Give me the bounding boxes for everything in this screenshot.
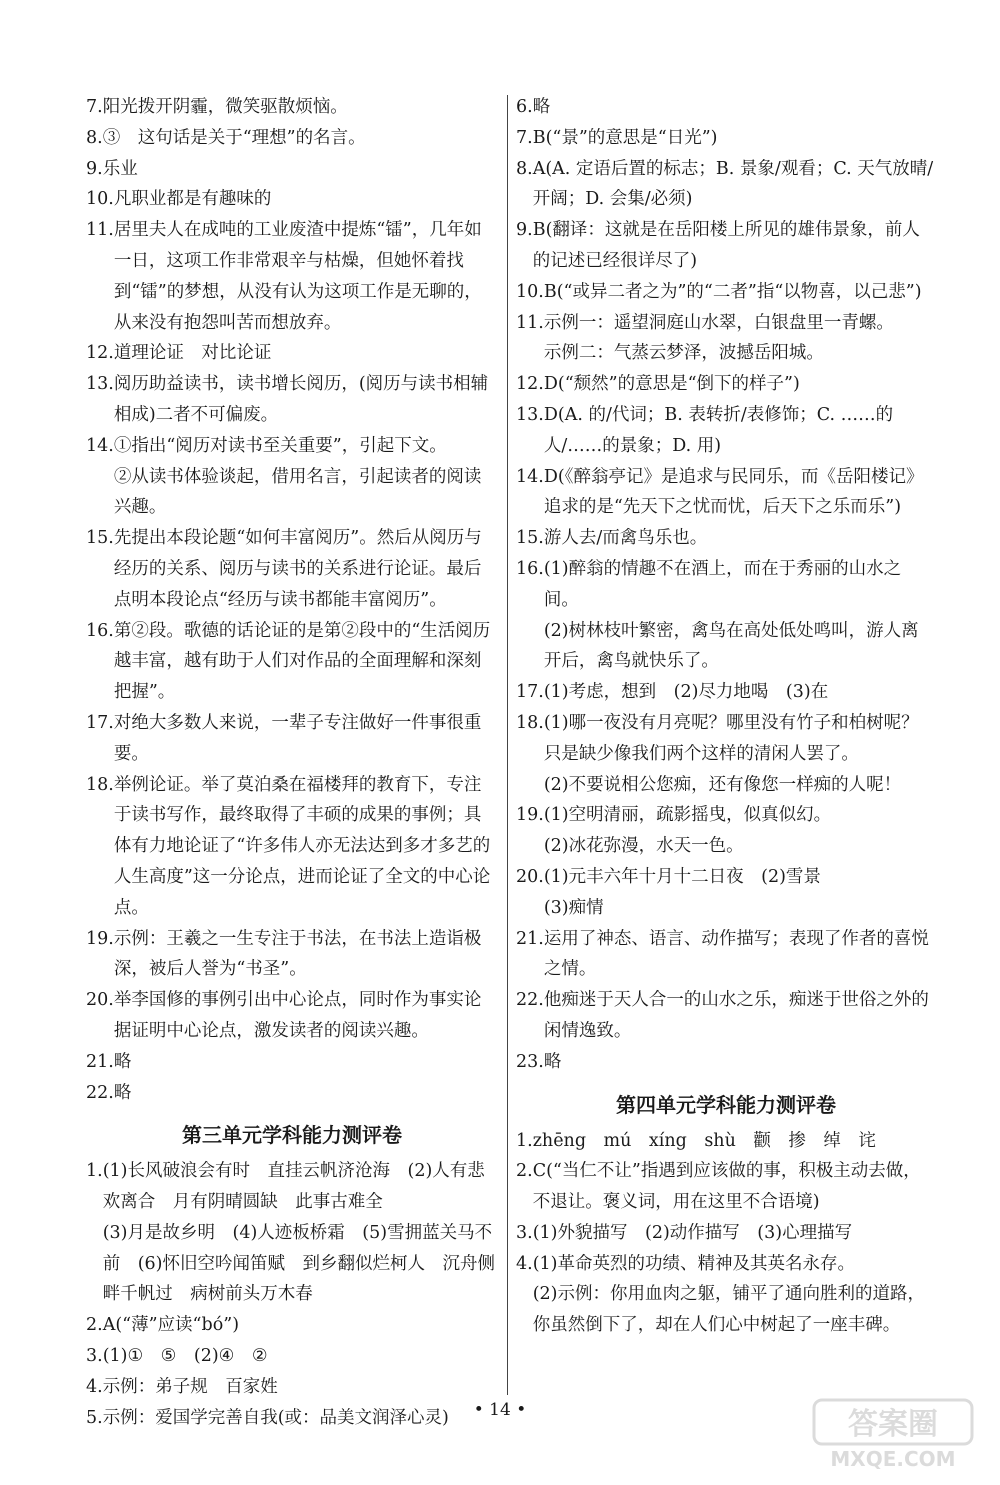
answer-line: (1)元丰六年十月十二日夜 (2)雪景 xyxy=(543,866,821,887)
left-item xyxy=(86,215,498,338)
item-number: 17. xyxy=(86,712,114,733)
answer-line: (2)树林枝叶繁密，禽鸟在高处低处鸣叫，游人离开后，禽鸟就快乐了。 xyxy=(543,620,919,672)
right-answer-list xyxy=(516,92,936,1078)
answer-line: (1)革命英烈的功绩、精神及其英名永存。 xyxy=(532,1253,855,1274)
answer-line: 居里夫人在成吨的工业废渣中提炼“镭”，几年如一日，这项工作非常艰辛与枯燥，但她怀着找到“镭”的梦想，从没有认为这项工作是无聊的，从来没有抱怨叫苦而想放弃。 xyxy=(113,220,482,333)
unit4-heading: 第四单元学科能力测评卷 xyxy=(616,1092,836,1117)
item-answer xyxy=(544,677,936,708)
left-item xyxy=(86,1078,498,1109)
left-item xyxy=(86,708,498,770)
item-answer xyxy=(114,338,498,369)
item-answer xyxy=(103,1310,498,1341)
unit4-item xyxy=(516,1218,936,1249)
right-column xyxy=(516,92,936,1341)
answer-line: 举例论证。举了莫泊桑在福楼拜的教育下，专注于读书写作，最终取得了丰硕的成果的事例；具体有力地论证了“许多伟人亦无法达到多才多艺的人生高度”这一分论点，进而论证了全文的中心论点。 xyxy=(113,774,491,918)
unit4-item xyxy=(516,1156,936,1218)
right-item xyxy=(516,369,936,400)
item-number: 2. xyxy=(516,1161,533,1182)
right-item xyxy=(516,92,936,123)
item-number: 20. xyxy=(86,990,114,1011)
answer-line: (1)考虑，想到 (2)尽力地喝 (3)在 xyxy=(543,682,829,703)
item-answer xyxy=(103,1341,498,1372)
left-answer-list xyxy=(86,92,498,1108)
answer-line: 阅历助益读书，读书增长阅历，(阅历与读书相辅相成)二者不可偏废。 xyxy=(113,374,489,425)
item-number: 3. xyxy=(516,1222,533,1243)
item-number: 9. xyxy=(86,158,103,179)
answer-line: (1)长风破浪会有时 直挂云帆济沧海 (2)人有悲欢离合 月有阴晴圆缺 此事古难全 xyxy=(102,1161,485,1213)
answer-line: 示例：王羲之一生专注于书法，在书法上造诣极深，被后人誉为“书圣”。 xyxy=(113,928,482,980)
answer-line: 第②段。歌德的话论证的是第②段中的“生活阅历越丰富，越有助于人们对作品的全面理解和深刻把握”。 xyxy=(113,620,491,703)
item-number: 9. xyxy=(516,220,533,241)
answer-line: 乐业 xyxy=(102,158,138,179)
item-number: 15. xyxy=(86,528,114,549)
unit3-heading: 第三单元学科能力测评卷 xyxy=(182,1123,402,1148)
item-number: 8. xyxy=(516,158,533,179)
answer-line: 道理论证 对比论证 xyxy=(113,343,272,364)
right-item xyxy=(516,123,936,154)
item-answer xyxy=(544,462,936,524)
answer-line: D(《醉翁亭记》是追求与民同乐，而《岳阳楼记》追求的是“先天下之忧而忧，后天下之乐而乐”) xyxy=(543,466,924,518)
item-number: 23. xyxy=(516,1051,544,1072)
watermark-logo xyxy=(808,1396,978,1471)
item-number: 19. xyxy=(86,928,114,949)
answer-line: 凡职业都是有趣味的 xyxy=(113,189,272,210)
item-number: 12. xyxy=(516,374,544,395)
item-number: 11. xyxy=(516,312,544,333)
answer-line: 先提出本段论题“如何丰富阅历”。然后从阅历与经历的关系、阅历与读书的关系进行论证。最后点明本段论点“经历与读书都能丰富阅历”。 xyxy=(113,528,482,610)
item-number: 2. xyxy=(86,1315,103,1336)
item-number: 14. xyxy=(516,466,544,487)
right-item xyxy=(516,708,936,800)
item-answer xyxy=(103,1372,498,1403)
left-item xyxy=(86,523,498,615)
item-number: 22. xyxy=(86,1082,114,1103)
item-number: 18. xyxy=(86,774,114,795)
item-answer xyxy=(114,369,498,431)
unit4-answer-list xyxy=(516,1126,936,1342)
answer-line: A(“薄”应读“bó”) xyxy=(102,1315,240,1336)
item-number: 12. xyxy=(86,343,114,364)
answer-line: 略 xyxy=(543,1051,562,1072)
item-number: 4. xyxy=(516,1253,533,1274)
item-number: 6. xyxy=(516,97,533,117)
watermark-text: 答案圈 xyxy=(848,1407,938,1442)
right-item xyxy=(516,277,936,308)
item-number: 7. xyxy=(86,97,103,117)
answer-line: 阳光拨开阴霾，微笑驱散烦恼。 xyxy=(102,97,348,117)
item-number: 3. xyxy=(86,1346,103,1367)
answer-line: (1)空明清丽，疏影摇曳，似真似幻。 xyxy=(543,805,832,826)
item-answer xyxy=(533,1126,936,1157)
item-answer xyxy=(544,708,936,800)
left-item xyxy=(86,123,498,154)
item-answer xyxy=(114,184,498,215)
left-item xyxy=(86,985,498,1047)
right-item xyxy=(516,924,936,986)
right-item xyxy=(516,862,936,924)
item-answer xyxy=(114,708,498,770)
right-item xyxy=(516,523,936,554)
answer-line: ①指出“阅历对读书至关重要”，引起下文。 xyxy=(113,435,447,456)
item-answer xyxy=(114,431,498,523)
item-answer xyxy=(114,1047,498,1078)
answer-line: 示例一：遥望洞庭山水翠，白银盘里一青螺。 xyxy=(543,312,894,333)
item-answer xyxy=(544,924,936,986)
item-answer xyxy=(114,770,498,924)
answer-line: zhēng mú xíng shù 颧 掺 绰 诧 xyxy=(532,1130,876,1151)
answer-line: 示例二：气蒸云梦泽，波撼岳阳城。 xyxy=(543,343,824,364)
right-item xyxy=(516,154,936,216)
answer-line: C(“当仁不让”指遇到应该做的事，积极主动去做，不退让。褒义词，用在这里不合语境) xyxy=(532,1161,921,1213)
answer-line: B(“或异二者之为”的“二者”指“以物喜，以己悲”) xyxy=(543,281,922,302)
right-item xyxy=(516,985,936,1047)
item-number: 1. xyxy=(516,1130,533,1151)
right-item xyxy=(516,554,936,677)
item-number: 19. xyxy=(516,805,544,826)
answer-line: (1)外貌描写 (2)动作描写 (3)心理描写 xyxy=(532,1222,853,1243)
answer-line: (1)哪一夜没有月亮呢？哪里没有竹子和柏树呢？只是缺少像我们两个这样的清闲人罢了。 xyxy=(543,712,919,764)
answer-line: ③ 这句话是关于“理想”的名言。 xyxy=(102,127,366,148)
item-answer xyxy=(103,92,498,123)
answer-line: (3)痴情 xyxy=(543,897,604,918)
right-item xyxy=(516,215,936,277)
unit3-item xyxy=(86,1372,498,1403)
answer-line: D(A. 的/代词；B. 表转折/表修饰；C. ……的人/……的景象；D. 用) xyxy=(543,404,894,456)
item-answer xyxy=(114,616,498,708)
item-number: 14. xyxy=(86,435,114,456)
item-number: 21. xyxy=(86,1051,114,1072)
right-item xyxy=(516,800,936,862)
item-answer xyxy=(544,400,936,462)
item-answer xyxy=(114,1078,498,1109)
unit3-item xyxy=(86,1310,498,1341)
answer-line: 示例：弟子规 百家姓 xyxy=(102,1376,278,1397)
unit3-answer-list xyxy=(86,1156,498,1433)
right-item xyxy=(516,400,936,462)
item-answer xyxy=(103,1156,498,1310)
answer-line: 略 xyxy=(113,1051,132,1072)
answer-line: (1)醉翁的情趣不在酒上，而在于秀丽的山水之间。 xyxy=(543,558,902,610)
item-number: 5. xyxy=(86,1407,103,1428)
item-number: 16. xyxy=(516,558,544,579)
item-number: 4. xyxy=(86,1376,103,1397)
item-number: 1. xyxy=(86,1161,103,1182)
item-number: 20. xyxy=(516,866,544,887)
left-item xyxy=(86,184,498,215)
left-item xyxy=(86,431,498,523)
item-number: 13. xyxy=(516,404,544,425)
item-number: 10. xyxy=(516,281,544,302)
item-answer xyxy=(544,277,936,308)
right-item xyxy=(516,677,936,708)
item-answer xyxy=(533,1218,936,1249)
answer-line: (1)① ⑤ (2)④ ② xyxy=(102,1346,268,1367)
right-item xyxy=(516,1047,936,1078)
item-answer xyxy=(533,1156,936,1218)
item-answer xyxy=(544,523,936,554)
unit4-item xyxy=(516,1249,936,1341)
item-answer xyxy=(533,215,936,277)
item-answer xyxy=(533,92,936,123)
item-number: 18. xyxy=(516,712,544,733)
answer-line: 运用了神态、语言、动作描写；表现了作者的喜悦之情。 xyxy=(543,928,929,980)
item-answer xyxy=(544,308,936,370)
item-answer xyxy=(544,862,936,924)
item-number: 11. xyxy=(86,220,114,241)
answer-line: 对绝大多数人来说，一辈子专注做好一件事很重要。 xyxy=(113,712,482,764)
item-answer xyxy=(533,1249,936,1341)
item-number: 13. xyxy=(86,374,114,395)
left-item xyxy=(86,1047,498,1078)
answer-line: 游人去/而禽鸟乐也。 xyxy=(543,528,708,549)
left-item xyxy=(86,154,498,185)
item-number: 21. xyxy=(516,928,544,949)
item-number: 10. xyxy=(86,189,114,210)
answer-line: (3)月是故乡明 (4)人迹板桥霜 (5)雪拥蓝关马不前 (6)怀旧空吟闻笛赋 到乡翻似烂柯人 沉舟侧畔千帆过 病树前头万木春 xyxy=(102,1222,495,1305)
item-answer xyxy=(533,154,936,216)
item-answer xyxy=(103,123,498,154)
watermark-url: MXQE.COM xyxy=(830,1447,956,1471)
answer-line: (2)冰花弥漫，水天一色。 xyxy=(543,836,744,857)
unit3-item xyxy=(86,1341,498,1372)
item-number: 8. xyxy=(86,127,103,148)
item-answer xyxy=(114,924,498,986)
column-divider xyxy=(507,95,508,1395)
item-answer xyxy=(114,523,498,615)
right-item xyxy=(516,308,936,370)
unit4-item xyxy=(516,1126,936,1157)
answer-line: B(“景”的意思是“日光”) xyxy=(532,127,718,148)
item-answer xyxy=(544,369,936,400)
item-answer xyxy=(114,215,498,338)
item-number: 7. xyxy=(516,127,533,148)
item-answer xyxy=(103,154,498,185)
item-answer xyxy=(533,123,936,154)
left-item xyxy=(86,616,498,708)
left-item xyxy=(86,369,498,431)
answer-line: ②从读书体验谈起，借用名言，引起读者的阅读兴趣。 xyxy=(113,466,482,518)
answer-line: 略 xyxy=(113,1082,132,1103)
item-answer xyxy=(114,985,498,1047)
item-number: 16. xyxy=(86,620,114,641)
left-item xyxy=(86,770,498,924)
answer-line: (2)不要说相公您痴，还有像您一样痴的人呢！ xyxy=(543,774,902,795)
answer-line: 他痴迷于天人合一的山水之乐，痴迷于世俗之外的闲情逸致。 xyxy=(543,990,929,1041)
right-item xyxy=(516,462,936,524)
answer-line: B(翻译：这就是在岳阳楼上所见的雄伟景象，前人的记述已经很详尽了) xyxy=(532,220,920,271)
item-answer xyxy=(544,800,936,862)
item-answer xyxy=(544,554,936,677)
page-number: • 14 • xyxy=(473,1400,527,1420)
left-column xyxy=(86,92,498,1433)
unit3-item xyxy=(86,1156,498,1310)
answer-line: D(“颓然”的意思是“倒下的样子”) xyxy=(543,374,800,395)
item-answer xyxy=(544,985,936,1047)
answer-line: 略 xyxy=(532,97,551,117)
left-item xyxy=(86,338,498,369)
answer-line: A(A. 定语后置的标志；B. 景象/观看；C. 天气放晴/开阔；D. 会集/必须) xyxy=(532,158,934,210)
item-number: 17. xyxy=(516,682,544,703)
answer-line: (2)示例：你用血肉之躯，铺平了通向胜利的道路，你虽然倒下了，却在人们心中树起了一座丰碑。 xyxy=(532,1284,925,1336)
item-answer xyxy=(544,1047,936,1078)
left-item xyxy=(86,92,498,123)
answer-line: 示例：爱国学完善自我(或：品美文润泽心灵) xyxy=(102,1407,449,1428)
item-number: 15. xyxy=(516,528,544,549)
left-item xyxy=(86,924,498,986)
answer-line: 举李国修的事例引出中心论点，同时作为事实论据证明中心论点，激发读者的阅读兴趣。 xyxy=(113,990,482,1041)
item-number: 22. xyxy=(516,990,544,1011)
